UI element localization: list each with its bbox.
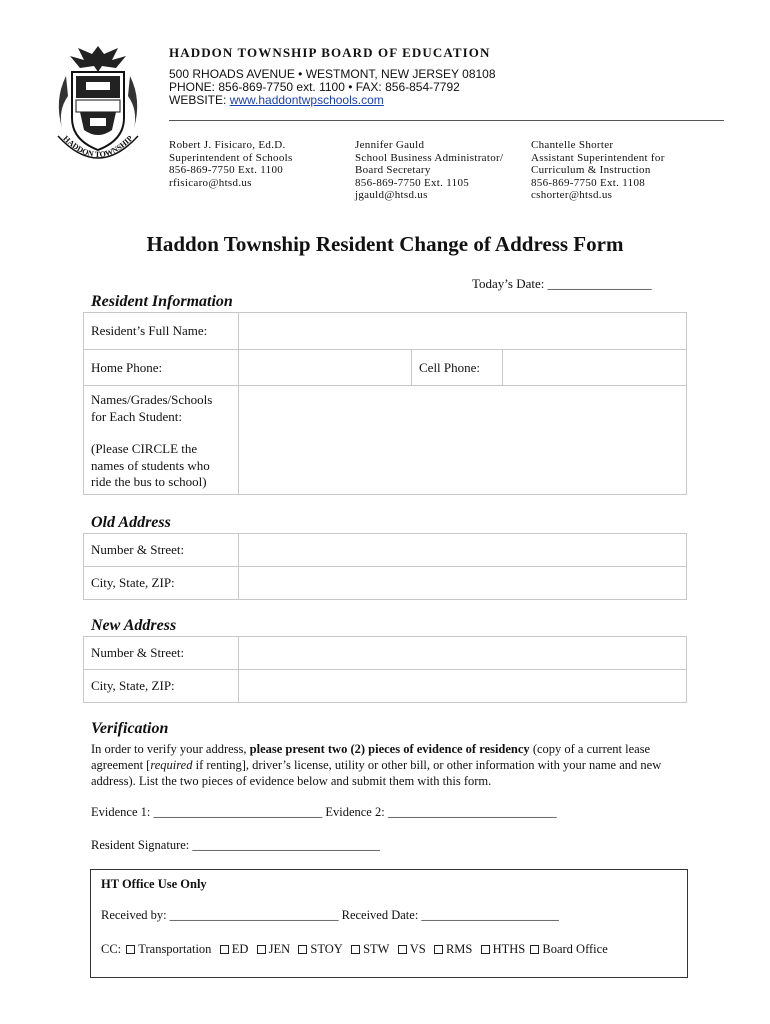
svg-text:HADDON TOWNSHIP: HADDON TOWNSHIP [61, 133, 135, 160]
cc-option-transportation[interactable] [124, 942, 211, 956]
website-link[interactable]: www.haddontwpschools.com [229, 93, 384, 107]
checkbox-icon[interactable] [220, 945, 229, 954]
staff-title-2: Board Secretary [355, 164, 431, 176]
instructions-italic: required [150, 758, 193, 772]
cc-row [101, 942, 608, 957]
staff-title: School Business Administrator/ [355, 151, 504, 164]
office-use-box [90, 869, 688, 978]
students-label [84, 386, 239, 495]
checkbox-icon[interactable] [351, 945, 360, 954]
header-divider [169, 120, 724, 121]
cell-phone-label: Cell Phone: [412, 350, 503, 386]
cell-phone-input[interactable] [503, 350, 687, 386]
home-phone-label: Home Phone: [84, 350, 239, 386]
checkbox-icon[interactable] [481, 945, 490, 954]
cc-option-label: JEN [268, 942, 291, 956]
new-address-table [83, 636, 687, 703]
staff-superintendent [169, 139, 293, 189]
district-crest-logo [48, 40, 148, 172]
staff-title-2: Curriculum & Instruction [531, 164, 651, 176]
website-label: WEBSITE: [169, 93, 227, 107]
evidence-fields[interactable]: Evidence 1: ___________________________ Evidence 2: ___________________________ [91, 805, 557, 819]
staff-name: Jennifer Gauld [355, 139, 425, 151]
todays-date-field[interactable]: Today’s Date: ________________ [472, 276, 652, 291]
checkbox-icon[interactable] [126, 945, 135, 954]
resident-information-heading: Resident Information [91, 293, 233, 310]
staff-name: Chantelle Shorter [531, 139, 614, 151]
new-street-label: Number & Street: [84, 637, 239, 670]
old-city-label: City, State, ZIP: [84, 567, 239, 600]
new-city-input[interactable] [239, 670, 687, 703]
resident-signature-field[interactable]: Resident Signature: ______________________________ [91, 838, 380, 852]
checkbox-icon[interactable] [257, 945, 266, 954]
bus-note-line: ride the bus to school) [91, 474, 207, 489]
instructions-text: if renting], driver’s license, utility or other bill, or other information with your name and new address). List the two pieces of evidence below and submit them with this form. [91, 758, 662, 788]
staff-business-administrator [355, 139, 503, 202]
old-street-label: Number & Street: [84, 534, 239, 567]
cc-option-jen[interactable] [255, 942, 291, 956]
verification-heading: Verification [91, 720, 169, 737]
cc-option-label: Transportation [138, 942, 212, 956]
resident-information-table [83, 312, 687, 495]
home-phone-input[interactable] [239, 350, 412, 386]
new-city-label: City, State, ZIP: [84, 670, 239, 703]
cc-option-label: HTHS [492, 942, 526, 956]
phone-fax: PHONE: 856-869-7750 ext. 1100 • FAX: 856-854-7792 [169, 80, 460, 94]
staff-name: Robert J. Fisicaro, Ed.D. [169, 139, 286, 151]
staff-phone: 856-869-7750 Ext. 1100 [169, 164, 284, 176]
website-row [169, 94, 496, 107]
street-address: 500 RHOADS AVENUE • WESTMONT, NEW JERSEY 08108 [169, 67, 496, 81]
cc-option-ed[interactable] [218, 942, 249, 956]
students-label-line: for Each Student: [91, 408, 182, 424]
cc-label: CC: [101, 942, 122, 956]
new-address-heading: New Address [91, 617, 177, 634]
contact-block [169, 68, 496, 107]
staff-email: jgauld@htsd.us [355, 189, 428, 201]
checkbox-icon[interactable] [434, 945, 443, 954]
staff-assistant-superintendent [531, 139, 665, 202]
old-address-heading: Old Address [91, 514, 171, 531]
cc-option-rms[interactable] [432, 942, 472, 956]
form-title: Haddon Township Resident Change of Address Form [146, 232, 624, 256]
instructions-text: (copy of a current lease agreement [ [91, 742, 651, 772]
cc-option-label: RMS [445, 942, 473, 956]
staff-phone: 856-869-7750 Ext. 1105 [355, 176, 470, 189]
cc-option-stoy[interactable] [296, 942, 342, 956]
full-name-label: Resident’s Full Name: [84, 313, 239, 350]
cc-option-hths[interactable] [479, 942, 526, 956]
cc-option-stw[interactable] [349, 942, 389, 956]
organization-name: HADDON TOWNSHIP BOARD OF EDUCATION [169, 45, 491, 60]
new-street-input[interactable] [239, 637, 687, 670]
cc-option-board-office[interactable] [528, 942, 607, 956]
staff-email: rfisicaro@htsd.us [169, 176, 252, 189]
old-street-input[interactable] [239, 534, 687, 567]
cc-option-label: Board Office [542, 942, 608, 956]
verification-instructions [91, 741, 691, 789]
cc-option-label: STW [363, 942, 390, 956]
cc-option-label: ED [231, 942, 249, 956]
checkbox-icon[interactable] [398, 945, 407, 954]
students-label-line: Names/Grades/Schools [91, 392, 213, 407]
staff-phone: 856-869-7750 Ext. 1108 [531, 176, 646, 189]
bus-note-line: names of students who [91, 457, 210, 473]
staff-title: Superintendent of Schools [169, 151, 293, 164]
checkbox-icon[interactable] [298, 945, 307, 954]
cc-option-label: VS [409, 942, 426, 956]
old-address-table [83, 533, 687, 600]
instructions-text: In order to verify your address, [91, 742, 250, 756]
office-use-heading: HT Office Use Only [101, 877, 207, 891]
full-name-input[interactable] [239, 313, 687, 350]
cc-option-label: STOY [310, 942, 343, 956]
cc-option-vs[interactable] [396, 942, 426, 956]
checkbox-icon[interactable] [530, 945, 539, 954]
students-input[interactable] [239, 386, 687, 495]
instructions-emphasis: please present two (2) pieces of evidence of residency [249, 742, 530, 756]
bus-note-line: (Please CIRCLE the [91, 441, 198, 456]
staff-email: cshorter@htsd.us [531, 189, 613, 201]
received-fields[interactable]: Received by: ___________________________ Received Date: ______________________ [101, 908, 559, 922]
old-city-input[interactable] [239, 567, 687, 600]
staff-title: Assistant Superintendent for [531, 151, 665, 164]
